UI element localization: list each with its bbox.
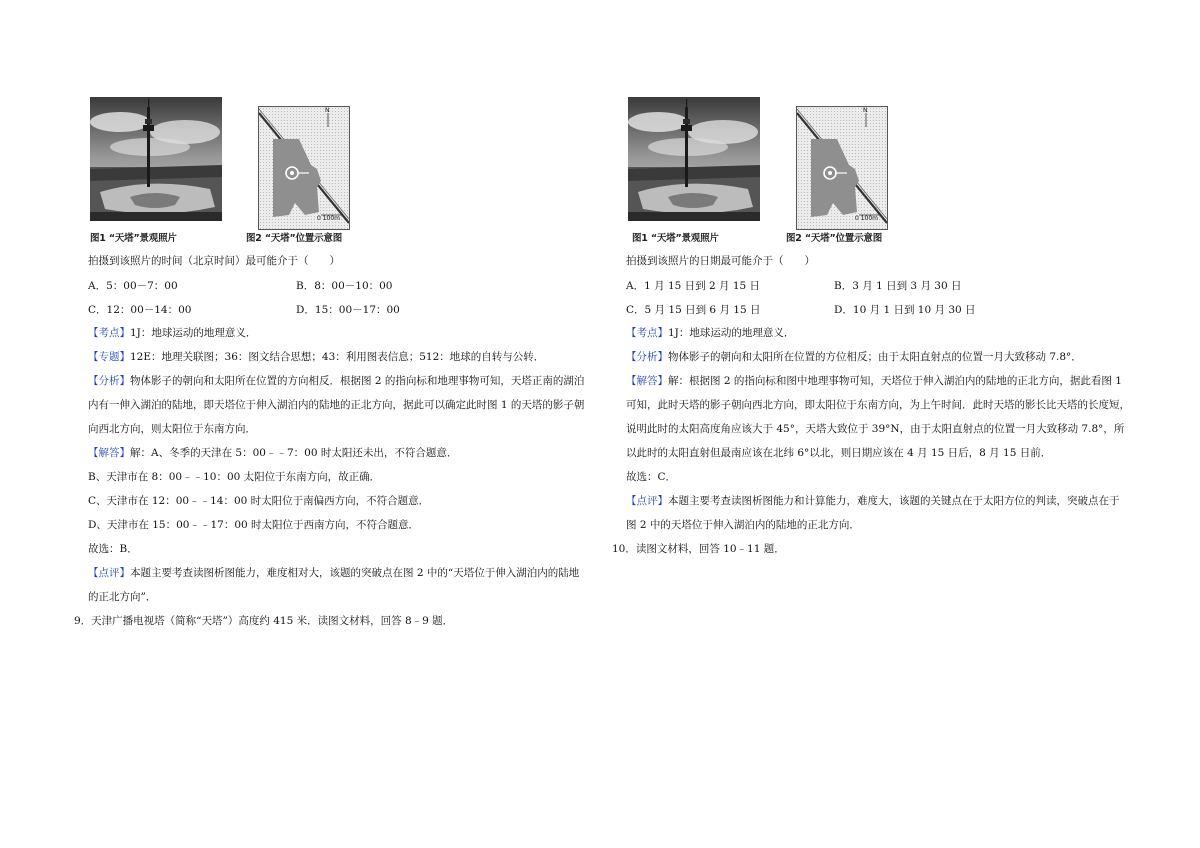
dianping-line-1 — [88, 566, 579, 580]
jieda-text-1: 解：A、冬季的天津在 5：00﹣﹣7：00 时太阳还未出，不符合题意． — [130, 447, 458, 459]
option-a: A．1 月 15 日到 2 月 15 日 — [626, 280, 761, 292]
fenxi-line-2: 内有一伸入湖泊的陆地，即天塔位于伸入湖泊内的陆地的正北方向，据此可以确定此时图 1 的天塔的影子朝 — [88, 399, 585, 411]
option-b: B．3 月 1 日到 3 月 30 日 — [834, 280, 962, 292]
dianping-tag: 【点评】 — [88, 567, 130, 579]
figure1-caption: 图1 “天塔”景观照片 — [632, 233, 719, 244]
option-b: B．8：00－10：00 — [296, 280, 393, 292]
kaodian-text: 1J：地球运动的地理意义． — [668, 327, 795, 339]
option-c: C．5 月 15 日到 6 月 15 日 — [626, 304, 761, 316]
fenxi-tag: 【分析】 — [88, 375, 130, 387]
fenxi-text-1: 物体影子的朝向和太阳所在位置的方向相反．根据图 2 的指向标和地理事物可知，天塔正南的湖泊 — [130, 375, 585, 387]
option-d: D．10 月 1 日到 10 月 30 日 — [834, 304, 976, 316]
dianping-text-1: 本题主要考查读图析图能力，难度相对大，该题的突破点在图 2 中的“天塔位于伸入湖泊内的陆地 — [130, 567, 580, 579]
left-column — [0, 0, 585, 848]
answer-line: 故选：C． — [626, 471, 677, 483]
figure1-caption: 图1 “天塔”景观照片 — [90, 233, 177, 244]
tower-photo — [628, 97, 760, 221]
kaodian-tag: 【考点】 — [88, 327, 130, 339]
map-scale-label: 0 100m — [855, 215, 879, 222]
kaodian-line — [88, 326, 256, 340]
zhuanti-tag: 【专题】 — [88, 351, 130, 363]
jieda-tag: 【解答】 — [626, 375, 668, 387]
tower-photo — [90, 97, 222, 221]
jieda-line-4: 以此时的太阳直射但最南应该在北纬 6°以北，则日期应该在 4 月 15 日后，8 月 15 日前． — [626, 447, 1052, 459]
fenxi-tag: 【分析】 — [626, 351, 668, 363]
jieda-line-2: 可知，此时天塔的影子朝向西北方向，即太阳位于东南方向，为上午时间．此时天塔的影长比天塔的长度短， — [626, 399, 1130, 411]
tower-location-map — [258, 106, 350, 230]
figure2-caption: 图2 “天塔”位置示意图 — [786, 233, 883, 244]
jieda-line-3: 说明此时的太阳高度角应该大于 45°，天塔大致位于 39°N，由于太阳直射点的位置一月大致移动 7.8°，所 — [626, 423, 1125, 435]
dianping-line-2: 的正北方向”． — [88, 591, 157, 603]
question-text: 拍摄到该照片的日期最可能介于（ ） — [626, 255, 815, 267]
fenxi-line-3: 向西北方向，则太阳位于东南方向． — [88, 423, 256, 435]
zhuanti-text: 12E：地理关联图；36：图文结合思想；43：利用图表信息；512：地球的自转与公转． — [130, 351, 545, 363]
zhuanti-line — [88, 350, 544, 364]
north-arrow-label: N — [863, 107, 868, 114]
question-text: 拍摄到该照片的时间（北京时间）最可能介于（ ） — [88, 255, 340, 267]
right-column — [540, 0, 1130, 848]
option-a: A．5：00－7：00 — [88, 280, 178, 292]
figure2-caption: 图2 “天塔”位置示意图 — [246, 233, 343, 244]
kaodian-tag: 【考点】 — [626, 327, 668, 339]
jieda-line-2: B、天津市在 8：00﹣﹣10：00 太阳位于东南方向，故正确． — [88, 471, 381, 483]
option-d: D．15：00－17：00 — [296, 304, 400, 316]
jieda-line-4: D、天津市在 15：00﹣﹣17：00 时太阳位于西南方向，不符合题意． — [88, 519, 420, 531]
jieda-tag: 【解答】 — [88, 447, 130, 459]
north-arrow-label: N — [325, 107, 330, 114]
jieda-line-3: C、天津市在 12：00﹣﹣14：00 时太阳位于南偏西方向，不符合题意． — [88, 495, 430, 507]
dianping-text-1: 本题主要考查读图析图能力和计算能力，难度大，该题的关键点在于太阳方位的判读，突破点在于 — [668, 495, 1120, 507]
question-9: 9．天津广播电视塔（简称“天塔”）高度约 415 米．读图文材料，回答 8﹣9 题． — [74, 615, 454, 627]
question-10: 10．读图文材料，回答 10﹣11 题． — [612, 543, 785, 555]
fenxi-line — [626, 350, 1082, 364]
tower-location-map — [796, 106, 888, 230]
answer-line: 故选：B． — [88, 543, 138, 555]
jieda-line-1 — [626, 374, 1122, 388]
kaodian-text: 1J：地球运动的地理意义． — [130, 327, 257, 339]
dianping-line-1 — [626, 494, 1120, 508]
dianping-line-2: 图 2 中的天塔位于伸入湖泊内的陆地的正北方向． — [626, 519, 860, 531]
option-c: C．12：00－14：00 — [88, 304, 192, 316]
fenxi-text: 物体影子的朝向和太阳所在位置的方位相反；由于太阳直射点的位置一月大致移动 7.8°． — [668, 351, 1082, 363]
kaodian-line — [626, 326, 794, 340]
jieda-line-1 — [88, 446, 457, 460]
fenxi-line-1 — [88, 374, 584, 388]
dianping-tag: 【点评】 — [626, 495, 668, 507]
jieda-text-1: 解：根据图 2 的指向标和图中地理事物可知，天塔位于伸入湖泊内的陆地的正北方向，据此看图 1 — [668, 375, 1122, 387]
map-scale-label: 0 100m — [317, 215, 341, 222]
